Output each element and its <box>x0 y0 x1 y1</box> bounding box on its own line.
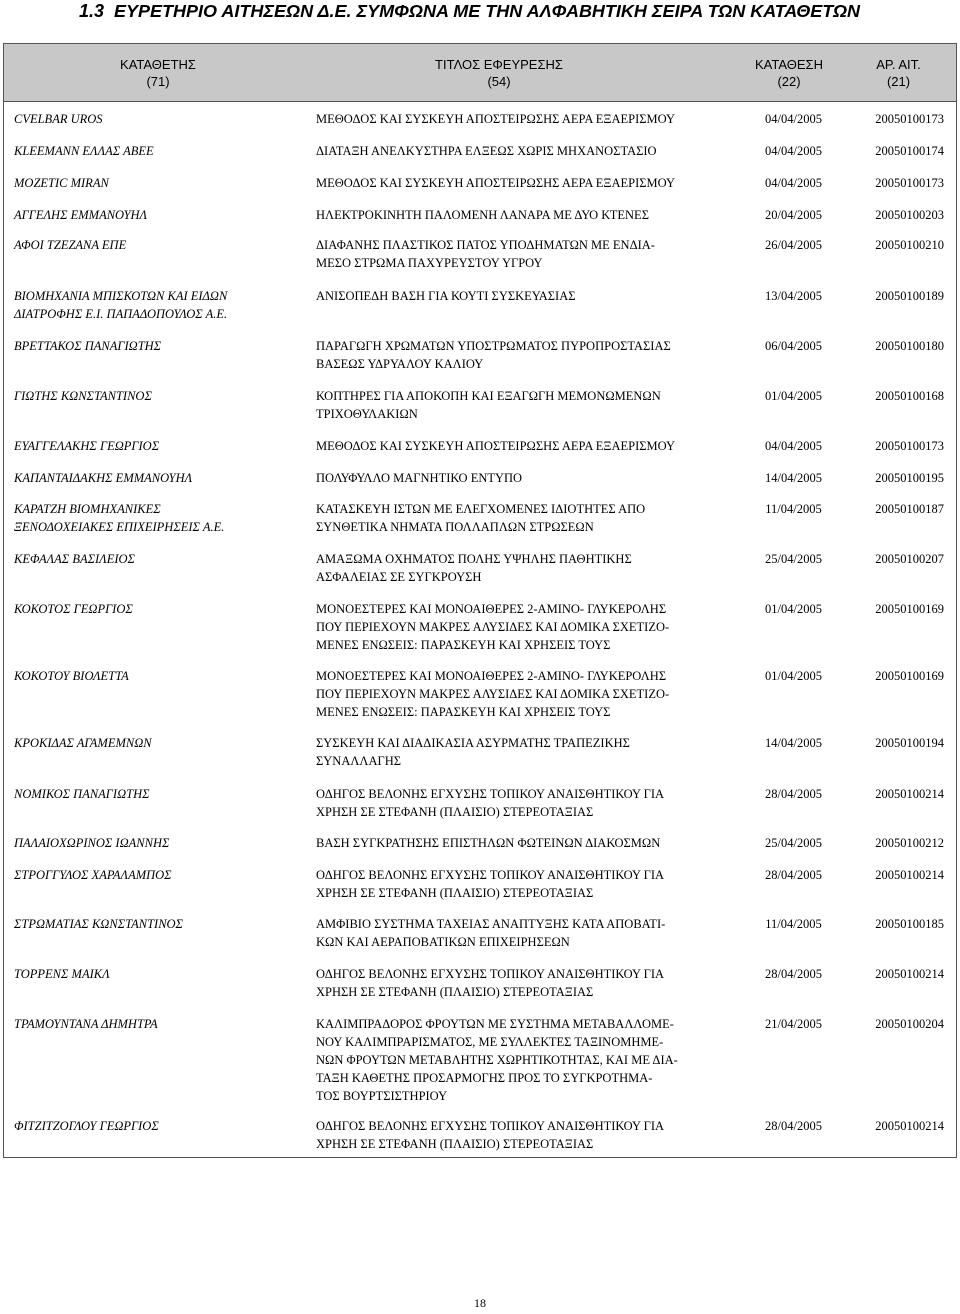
applicant-name-line: ΔΙΑΤΡΟΦΗΣ Ε.Ι. ΠΑΠΑΔΟΠΟΥΛΟΣ Α.Ε. <box>14 307 228 321</box>
application-number-cell: 20050100173 <box>875 112 944 126</box>
section-number: 1.3 <box>79 1 105 21</box>
applicant-name-line: MOZETIC MIRAN <box>14 176 109 190</box>
invention-title-cell: ΒΑΣΗ ΣΥΓΚΡΑΤΗΣΗΣ ΕΠΙΣΤΗΛΩΝ ΦΩΤΕΙΝΩΝ ΔΙΑΚΟΣΜΩΝ <box>316 836 661 850</box>
col-header-date-label: ΚΑΤΑΘΕΣΗ <box>755 57 823 72</box>
filing-date-cell: 11/04/2005 <box>765 502 822 516</box>
col-header-title-code: (54) <box>487 74 511 89</box>
invention-title-cell: ΑΜΦΙΒΙΟ ΣΥΣΤΗΜΑ ΤΑΧΕΙΑΣ ΑΝΑΠΤΥΞΗΣ ΚΑΤΑ ΑΠΟΒΑΤΙ- ΚΩΝ ΚΑΙ ΑΕΡΑΠΟΒΑΤΙΚΩΝ ΕΠΙΧΕΙΡΗΣΕΩΝ <box>316 917 666 949</box>
applicant-name-line: ΝΟΜΙΚΟΣ ΠΑΝΑΓΙΩΤΗΣ <box>14 787 150 801</box>
section-title: ΕΥΡΕΤΗΡΙΟ ΑΙΤΗΣΕΩΝ Δ.Ε. ΣΥΜΦΩΝΑ ΜΕ ΤΗΝ ΑΛΦΑΒΗΤΙΚΗ ΣΕΙΡΑ ΤΩΝ ΚΑΤΑΘΕΤΩΝ <box>114 1 860 21</box>
applicant-cell <box>14 174 306 192</box>
applicant-cell <box>14 734 306 752</box>
filing-date-cell: 06/04/2005 <box>765 339 822 353</box>
applicant-cell <box>14 965 306 983</box>
invention-title-cell: ΚΟΠΤΗΡΕΣ ΓΙΑ ΑΠΟΚΟΠΗ ΚΑΙ ΕΞΑΓΩΓΗ ΜΕΜΟΝΩΜΕΝΩΝ ΤΡΙΧΟΘΥΛΑΚΙΩΝ <box>316 389 661 421</box>
applicant-cell <box>14 1015 306 1033</box>
applicant-name-line: ΒΡΕΤΤΑΚΟΣ ΠΑΝΑΓΙΩΤΗΣ <box>14 339 162 353</box>
applicant-name-line: ΕΥΑΓΓΕΛΑΚΗΣ ΓΕΩΡΓΙΟΣ <box>14 439 160 453</box>
applicant-name-line: ΚΑΠΑΝΤΑΙΔΑΚΗΣ ΕΜΜΑΝΟΥΗΛ <box>14 471 193 485</box>
filing-date-cell: 01/04/2005 <box>765 389 822 403</box>
applicant-name-line: ΤΡΑΜΟΥΝΤΑΝΑ ΔΗΜΗΤΡΑ <box>14 1017 158 1031</box>
applicant-cell <box>14 236 306 254</box>
application-number-cell: 20050100214 <box>875 1119 944 1133</box>
filing-date-cell: 28/04/2005 <box>765 787 822 801</box>
applicant-cell <box>14 142 306 160</box>
col-header-app-number-code: (21) <box>886 74 911 89</box>
application-number-cell: 20050100187 <box>875 502 944 516</box>
filing-date-cell: 04/04/2005 <box>765 112 822 126</box>
filing-date-cell: 28/04/2005 <box>765 1119 822 1133</box>
application-number-cell: 20050100173 <box>875 439 944 453</box>
applicant-name-line: ΒΙΟΜΗΧΑΝΙΑ ΜΠΙΣΚΟΤΩΝ ΚΑΙ ΕΙΔΩΝ <box>14 289 228 303</box>
invention-title-cell: ΜΕΘΟΔΟΣ ΚΑΙ ΣΥΣΚΕΥΗ ΑΠΟΣΤΕΙΡΩΣΗΣ ΑΕΡΑ ΕΞΑΕΡΙΣΜΟΥ <box>316 439 676 453</box>
applicant-cell <box>14 287 306 323</box>
filing-date-cell: 01/04/2005 <box>765 602 822 616</box>
invention-title-cell: ΠΑΡΑΓΩΓΗ ΧΡΩΜΑΤΩΝ ΥΠΟΣΤΡΩΜΑΤΟΣ ΠΥΡΟΠΡΟΣΤΑΣΙΑΣ ΒΑΣΕΩΣ ΥΔΡΥΑΛΟΥ ΚΑΛΙΟΥ <box>316 339 671 371</box>
applicant-cell <box>14 469 306 487</box>
applicant-name-line: ΚΟΚΟΤΟΣ ΓΕΩΡΓΙΟΣ <box>14 602 133 616</box>
application-number-cell: 20050100203 <box>875 208 944 222</box>
application-number-cell: 20050100214 <box>875 787 944 801</box>
invention-title-cell: ΚΑΤΑΣΚΕΥΗ ΙΣΤΩΝ ΜΕ ΕΛΕΓΧΟΜΕΝΕΣ ΙΔΙΟΤΗΤΕΣ ΑΠΟ ΣΥΝΘΕΤΙΚΑ ΝΗΜΑΤΑ ΠΟΛΛΑΠΛΩΝ ΣΤΡΩΣΕΩΝ <box>316 502 646 534</box>
applicant-cell <box>14 866 306 884</box>
filing-date-cell: 13/04/2005 <box>765 289 822 303</box>
invention-title-cell: ΟΔΗΓΟΣ ΒΕΛΟΝΗΣ ΕΓΧΥΣΗΣ ΤΟΠΙΚΟΥ ΑΝΑΙΣΘΗΤΙΚΟΥ ΓΙΑ ΧΡΗΣΗ ΣΕ ΣΤΕΦΑΝΗ (ΠΛΑΙΣΙΟ) ΣΤΕΡΕΟΤΑΞΙΑΣ <box>316 967 665 999</box>
application-number-cell: 20050100169 <box>875 669 944 683</box>
applicant-name-line: ΣΤΡΩΜΑΤΙΑΣ ΚΩΝΣΤΑΝΤΙΝΟΣ <box>14 917 183 931</box>
applicant-name-line: ΚΑΡΑΤΖΗ ΒΙΟΜΗΧΑΝΙΚΕΣ <box>14 502 161 516</box>
application-number-cell: 20050100169 <box>875 602 944 616</box>
applicant-name-line: CVELBAR UROS <box>14 112 103 126</box>
applicant-cell <box>14 834 306 852</box>
section-heading <box>79 0 860 22</box>
applicant-name-line: ΚΡΟΚΙΔΑΣ ΑΓΑΜΕΜΝΩΝ <box>14 736 152 750</box>
filing-date-cell: 28/04/2005 <box>765 868 822 882</box>
filing-date-cell: 21/04/2005 <box>765 1017 822 1031</box>
col-header-applicant <box>108 56 208 90</box>
applicant-name-line: ΚΕΦΑΛΑΣ ΒΑΣΙΛΕΙΟΣ <box>14 552 135 566</box>
filing-date-cell: 28/04/2005 <box>765 967 822 981</box>
invention-title-cell: ΔΙΑΦΑΝΗΣ ΠΛΑΣΤΙΚΟΣ ΠΑΤΟΣ ΥΠΟΔΗΜΑΤΩΝ ΜΕ ΕΝΔΙΑ- ΜΕΣΟ ΣΤΡΩΜΑ ΠΑΧΥΡΕΥΣΤΟΥ ΥΓΡΟΥ <box>316 238 655 270</box>
invention-title-cell: ΔΙΑΤΑΞΗ ΑΝΕΛΚΥΣΤΗΡΑ ΕΛΞΕΩΣ ΧΩΡΙΣ ΜΗΧΑΝΟΣΤΑΣΙΟ <box>316 144 657 158</box>
application-number-cell: 20050100174 <box>875 144 944 158</box>
table-header <box>4 44 956 102</box>
filing-date-cell: 20/04/2005 <box>765 208 822 222</box>
application-number-cell: 20050100210 <box>875 238 944 252</box>
filing-date-cell: 04/04/2005 <box>765 176 822 190</box>
col-header-applicant-code: (71) <box>146 74 170 89</box>
filing-date-cell: 25/04/2005 <box>765 836 822 850</box>
col-header-title <box>409 56 589 90</box>
applicant-name-line: ΓΙΩΤΗΣ ΚΩΝΣΤΑΝΤΙΝΟΣ <box>14 389 152 403</box>
filing-date-cell: 01/04/2005 <box>765 669 822 683</box>
application-number-cell: 20050100185 <box>875 917 944 931</box>
application-number-cell: 20050100212 <box>875 836 944 850</box>
applicant-cell <box>14 600 306 618</box>
applicant-name-line: ΑΓΓΕΛΗΣ ΕΜΜΑΝΟΥΗΛ <box>14 208 148 222</box>
filing-date-cell: 14/04/2005 <box>765 736 822 750</box>
invention-title-cell: ΟΔΗΓΟΣ ΒΕΛΟΝΗΣ ΕΓΧΥΣΗΣ ΤΟΠΙΚΟΥ ΑΝΑΙΣΘΗΤΙΚΟΥ ΓΙΑ ΧΡΗΣΗ ΣΕ ΣΤΕΦΑΝΗ (ΠΛΑΙΣΙΟ) ΣΤΕΡΕΟΤΑΞΙΑΣ <box>316 1119 665 1151</box>
invention-title-cell: ΑΜΑΞΩΜΑ ΟΧΗΜΑΤΟΣ ΠΟΛΗΣ ΥΨΗΛΗΣ ΠΑΘΗΤΙΚΗΣ ΑΣΦΑΛΕΙΑΣ ΣΕ ΣΥΓΚΡΟΥΣΗ <box>316 552 632 584</box>
invention-title-cell: ΟΔΗΓΟΣ ΒΕΛΟΝΗΣ ΕΓΧΥΣΗΣ ΤΟΠΙΚΟΥ ΑΝΑΙΣΘΗΤΙΚΟΥ ΓΙΑ ΧΡΗΣΗ ΣΕ ΣΤΕΦΑΝΗ (ΠΛΑΙΣΙΟ) ΣΤΕΡΕΟΤΑΞΙΑΣ <box>316 868 665 900</box>
application-number-cell: 20050100195 <box>875 471 944 485</box>
page-number: 18 <box>474 1296 486 1310</box>
col-header-applicant-label: ΚΑΤΑΘΕΤΗΣ <box>120 57 196 72</box>
application-number-cell: 20050100204 <box>875 1017 944 1031</box>
application-number-cell: 20050100214 <box>875 868 944 882</box>
filing-date-cell: 11/04/2005 <box>765 917 822 931</box>
application-number-cell: 20050100214 <box>875 967 944 981</box>
invention-title-cell: ΜΕΘΟΔΟΣ ΚΑΙ ΣΥΣΚΕΥΗ ΑΠΟΣΤΕΙΡΩΣΗΣ ΑΕΡΑ ΕΞΑΕΡΙΣΜΟΥ <box>316 112 676 126</box>
filing-date-cell: 04/04/2005 <box>765 439 822 453</box>
invention-title-cell: ΑΝΙΣΟΠΕΔΗ ΒΑΣΗ ΓΙΑ ΚΟΥΤΙ ΣΥΣΚΕΥΑΣΙΑΣ <box>316 289 576 303</box>
applicant-cell <box>14 785 306 803</box>
application-number-cell: 20050100194 <box>875 736 944 750</box>
col-header-title-label: ΤΙΤΛΟΣ ΕΦΕΥΡΕΣΗΣ <box>435 57 563 72</box>
application-number-cell: 20050100173 <box>875 176 944 190</box>
col-header-date <box>744 56 834 90</box>
filing-date-cell: 26/04/2005 <box>765 238 822 252</box>
application-number-cell: 20050100168 <box>875 389 944 403</box>
filing-date-cell: 25/04/2005 <box>765 552 822 566</box>
application-number-cell: 20050100180 <box>875 339 944 353</box>
applicant-cell <box>14 915 306 933</box>
filing-date-cell: 14/04/2005 <box>765 471 822 485</box>
col-header-app-number-label: ΑΡ. ΑΙΤ. <box>876 57 921 72</box>
invention-title-cell: ΗΛΕΚΤΡΟΚΙΝΗΤΗ ΠΑΛΟΜΕΝΗ ΛΑΝΑΡΑ ΜΕ ΔΥΟ ΚΤΕΝΕΣ <box>316 208 649 222</box>
invention-title-cell: ΚΑΛΙΜΠΡΑΔΟΡΟΣ ΦΡΟΥΤΩΝ ΜΕ ΣΥΣΤΗΜΑ ΜΕΤΑΒΑΛΛΟΜΕ- ΝΟΥ ΚΑΛΙΜΠΡΑΡΙΣΜΑΤΟΣ, ΜΕ ΣΥΛΛΕΚΤΕΣ ΤΑΞΙΝΟΜΗΜΕ- ΝΩΝ ΦΡΟΥΤΩΝ ΜΕΤΑΒΛΗΤΗΣ ΧΩΡΗΤΙΚΟΤΗΤΑΣ, ΚΑΙ ΜΕ ΔΙΑ- ΤΑΞΗ ΚΑΘΕΤΗΣ ΠΡΟΣΑΡΜΟΓΗΣ ΠΡΟΣ ΤΟ ΣΥΓΚΡΟΤΗΜΑ- ΤΟΣ ΒΟΥΡΤΣΙΣΤΗΡΙΟΥ <box>316 1017 678 1103</box>
invention-title-cell: ΟΔΗΓΟΣ ΒΕΛΟΝΗΣ ΕΓΧΥΣΗΣ ΤΟΠΙΚΟΥ ΑΝΑΙΣΘΗΤΙΚΟΥ ΓΙΑ ΧΡΗΣΗ ΣΕ ΣΤΕΦΑΝΗ (ΠΛΑΙΣΙΟ) ΣΤΕΡΕΟΤΑΞΙΑΣ <box>316 787 665 819</box>
applicant-cell <box>14 387 306 405</box>
invention-title-cell: ΣΥΣΚΕΥΗ ΚΑΙ ΔΙΑΔΙΚΑΣΙΑ ΑΣΥΡΜΑΤΗΣ ΤΡΑΠΕΖΙΚΗΣ ΣΥΝΑΛΛΑΓΗΣ <box>316 736 630 768</box>
applicant-name-line: ΣΤΡΟΓΓΥΛΟΣ ΧΑΡΑΛΑΜΠΟΣ <box>14 868 172 882</box>
applicant-name-line: ΦΙΤΖΙΤΖΟΓΛΟΥ ΓΕΩΡΓΙΟΣ <box>14 1119 159 1133</box>
invention-title-cell: ΜΟΝΟΕΣΤΕΡΕΣ ΚΑΙ ΜΟΝΟΑΙΘΕΡΕΣ 2-ΑΜΙΝΟ- ΓΛΥΚΕΡΟΛΗΣ ΠΟΥ ΠΕΡΙΕΧΟΥΝ ΜΑΚΡΕΣ ΑΛΥΣΙΔΕΣ ΚΑΙ ΔΟΜΙΚΑ ΣΧΕΤΙΖΟ- ΜΕΝΕΣ ΕΝΩΣΕΙΣ: ΠΑΡΑΣΚΕΥΗ ΚΑΙ ΧΡΗΣΕΙΣ ΤΟΥΣ <box>316 669 670 719</box>
applicant-cell <box>14 110 306 128</box>
application-number-cell: 20050100189 <box>875 289 944 303</box>
invention-title-cell: ΜΟΝΟΕΣΤΕΡΕΣ ΚΑΙ ΜΟΝΟΑΙΘΕΡΕΣ 2-ΑΜΙΝΟ- ΓΛΥΚΕΡΟΛΗΣ ΠΟΥ ΠΕΡΙΕΧΟΥΝ ΜΑΚΡΕΣ ΑΛΥΣΙΔΕΣ ΚΑΙ ΔΟΜΙΚΑ ΣΧΕΤΙΖΟ- ΜΕΝΕΣ ΕΝΩΣΕΙΣ: ΠΑΡΑΣΚΕΥΗ ΚΑΙ ΧΡΗΣΕΙΣ ΤΟΥΣ <box>316 602 670 652</box>
applicant-name-line: ΞΕΝΟΔΟΧΕΙΑΚΕΣ ΕΠΙΧΕΙΡΗΣΕΙΣ Α.Ε. <box>14 520 225 534</box>
applicant-cell <box>14 667 306 685</box>
col-header-app-number <box>856 56 941 90</box>
filing-date-cell: 04/04/2005 <box>765 144 822 158</box>
applicant-cell <box>14 437 306 455</box>
applicant-name-line: ΤΟΡΡΕΝΣ ΜΑΙΚΛ <box>14 967 110 981</box>
applicant-name-line: ΚΟΚΟΤΟΥ ΒΙΟΛΕΤΤΑ <box>14 669 129 683</box>
application-number-cell: 20050100207 <box>875 552 944 566</box>
applicant-name-line: ΑΦΟΙ ΤΖΕΖΑΝΑ ΕΠΕ <box>14 238 127 252</box>
applicant-cell <box>14 550 306 568</box>
applicant-cell <box>14 206 306 224</box>
applicant-cell <box>14 1117 306 1135</box>
invention-title-cell: ΜΕΘΟΔΟΣ ΚΑΙ ΣΥΣΚΕΥΗ ΑΠΟΣΤΕΙΡΩΣΗΣ ΑΕΡΑ ΕΞΑΕΡΙΣΜΟΥ <box>316 176 676 190</box>
col-header-date-code: (22) <box>777 74 801 89</box>
applicant-name-line: ΠΑΛΑΙΟΧΩΡΙΝΟΣ ΙΩΑΝΝΗΣ <box>14 836 170 850</box>
invention-title-cell: ΠΟΛΥΦΥΛΛΟ ΜΑΓΝΗΤΙΚΟ ΕΝΤΥΠΟ <box>316 471 523 485</box>
applicant-cell <box>14 337 306 355</box>
applicant-cell <box>14 500 306 536</box>
applicant-name-line: KLEEMANN ΕΛΛΑΣ ΑΒΕΕ <box>14 144 154 158</box>
index-table <box>3 43 957 1158</box>
